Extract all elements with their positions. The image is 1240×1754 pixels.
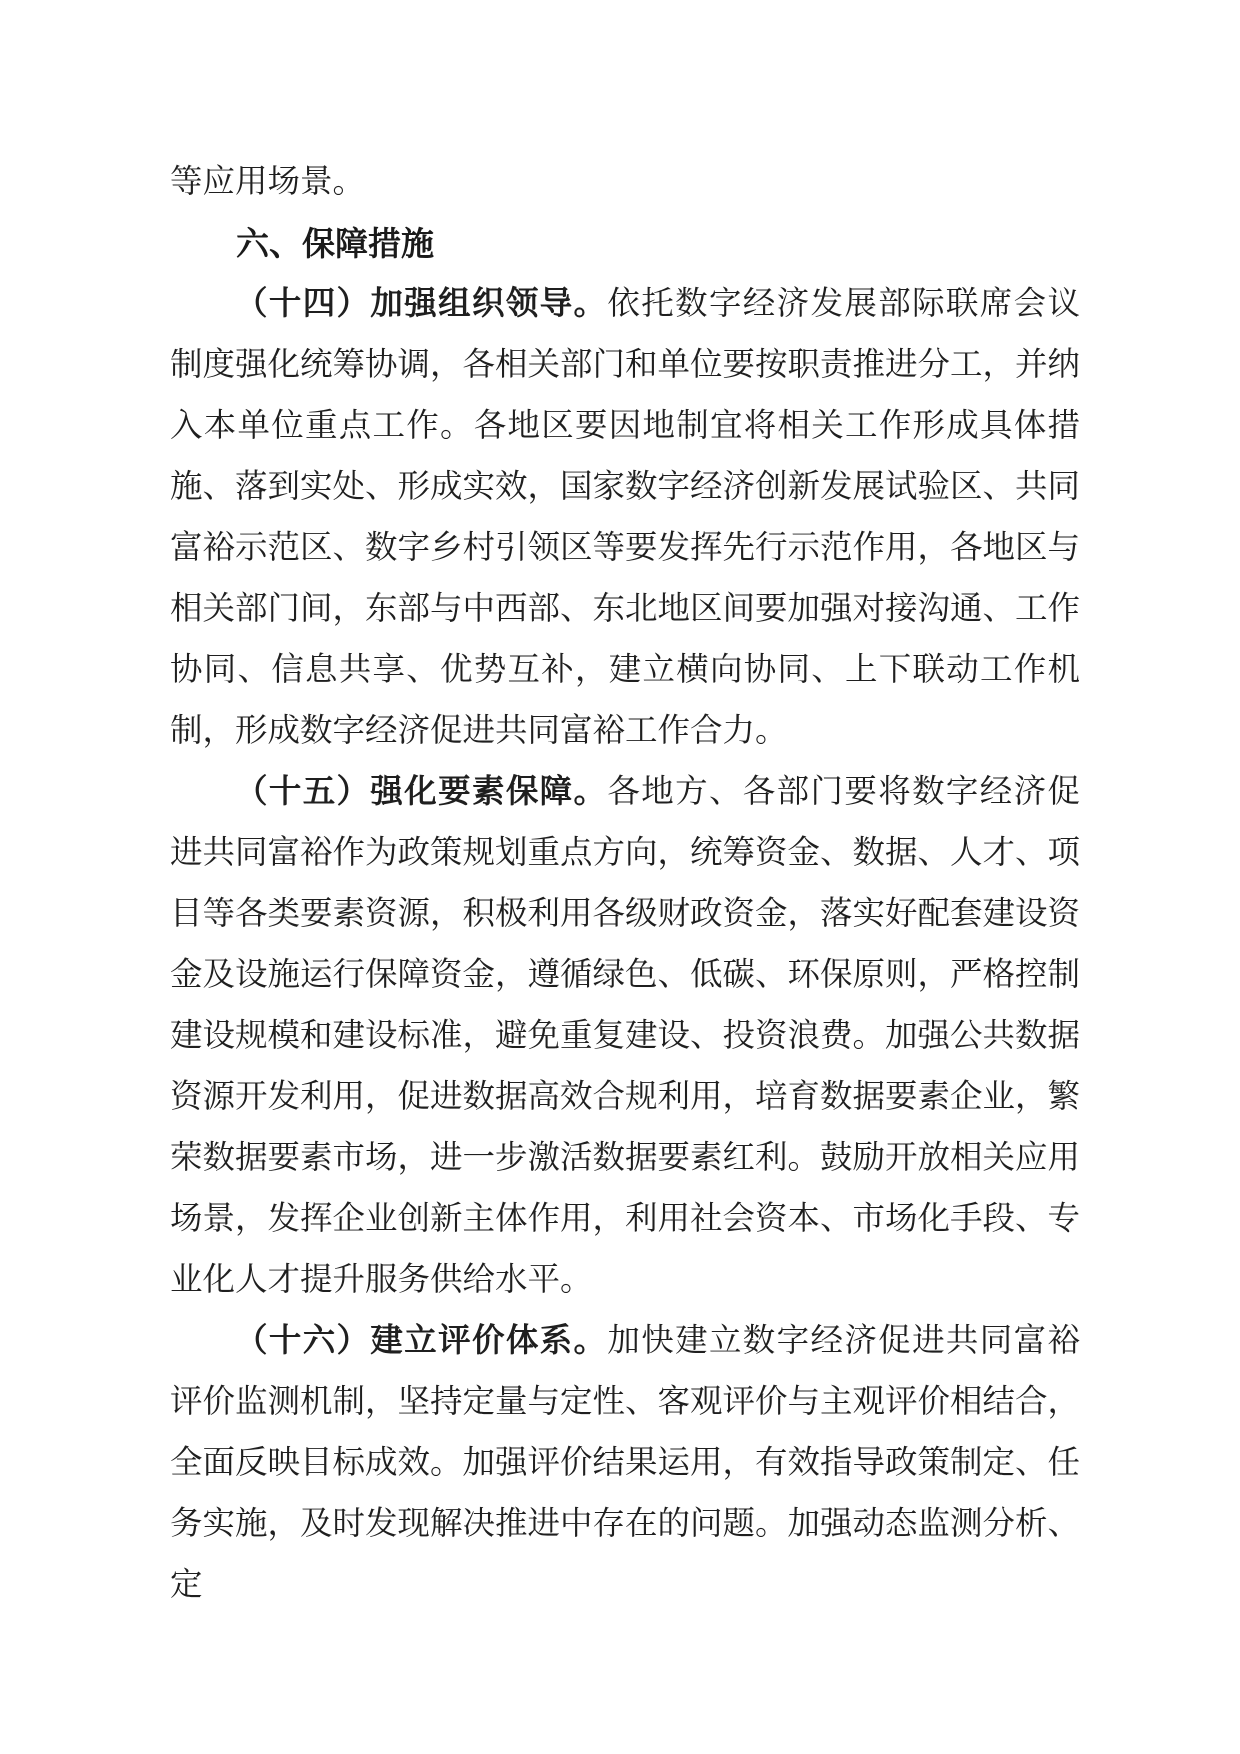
paragraph-continuation: 等应用场景。 [170,164,366,200]
paragraph-lead-14: （十四）加强组织领导。 [235,286,608,322]
paragraph-item-15 [170,762,1080,1311]
section-heading: 六、保障措施 [236,225,434,262]
paragraph-body-16: 加快建立数字经济促进共同富裕评价监测机制，坚持定量与定性、客观评价与主观评价相结合，全面反映目标成效。加强评价结果运用，有效指导政策制定、任务实施，及时发现解决推进中存在的问题。加强动态监测分析、定 [170,1323,1081,1603]
paragraph-lead-15: （十五）强化要素保障。 [235,774,608,810]
document-text-block [170,152,1080,1616]
paragraph-item-16 [170,1311,1080,1616]
paragraph-body-14: 依托数字经济发展部际联席会议制度强化统筹协调，各相关部门和单位要按职责推进分工，并纳入本单位重点工作。各地区要因地制宜将相关工作形成具体措施、落到实处、形成实效，国家数字经济创新发展试验区、共同富裕示范区、数字乡村引领区等要发挥先行示范作用，各地区与相关部门间，东部与中西部、东北地区间要加强对接沟通、工作协同、信息共享、优势互补，建立横向协同、上下联动工作机制，形成数字经济促进共同富裕工作合力。 [170,286,1081,749]
paragraph-lead-16: （十六）建立评价体系。 [235,1323,608,1359]
paragraph-item-14 [170,274,1080,762]
paragraph-body-15: 各地方、各部门要将数字经济促进共同富裕作为政策规划重点方向，统筹资金、数据、人才、项目等各类要素资源，积极利用各级财政资金，落实好配套建设资金及设施运行保障资金，遵循绿色、低碳、环保原则，严格控制建设规模和建设标准，避免重复建设、投资浪费。加强公共数据资源开发利用，促进数据高效合规利用，培育数据要素企业，繁荣数据要素市场，进一步激活数据要素红利。鼓励开放相关应用场景，发挥企业创新主体作用，利用社会资本、市场化手段、专业化人才提升服务供给水平。 [170,774,1081,1298]
